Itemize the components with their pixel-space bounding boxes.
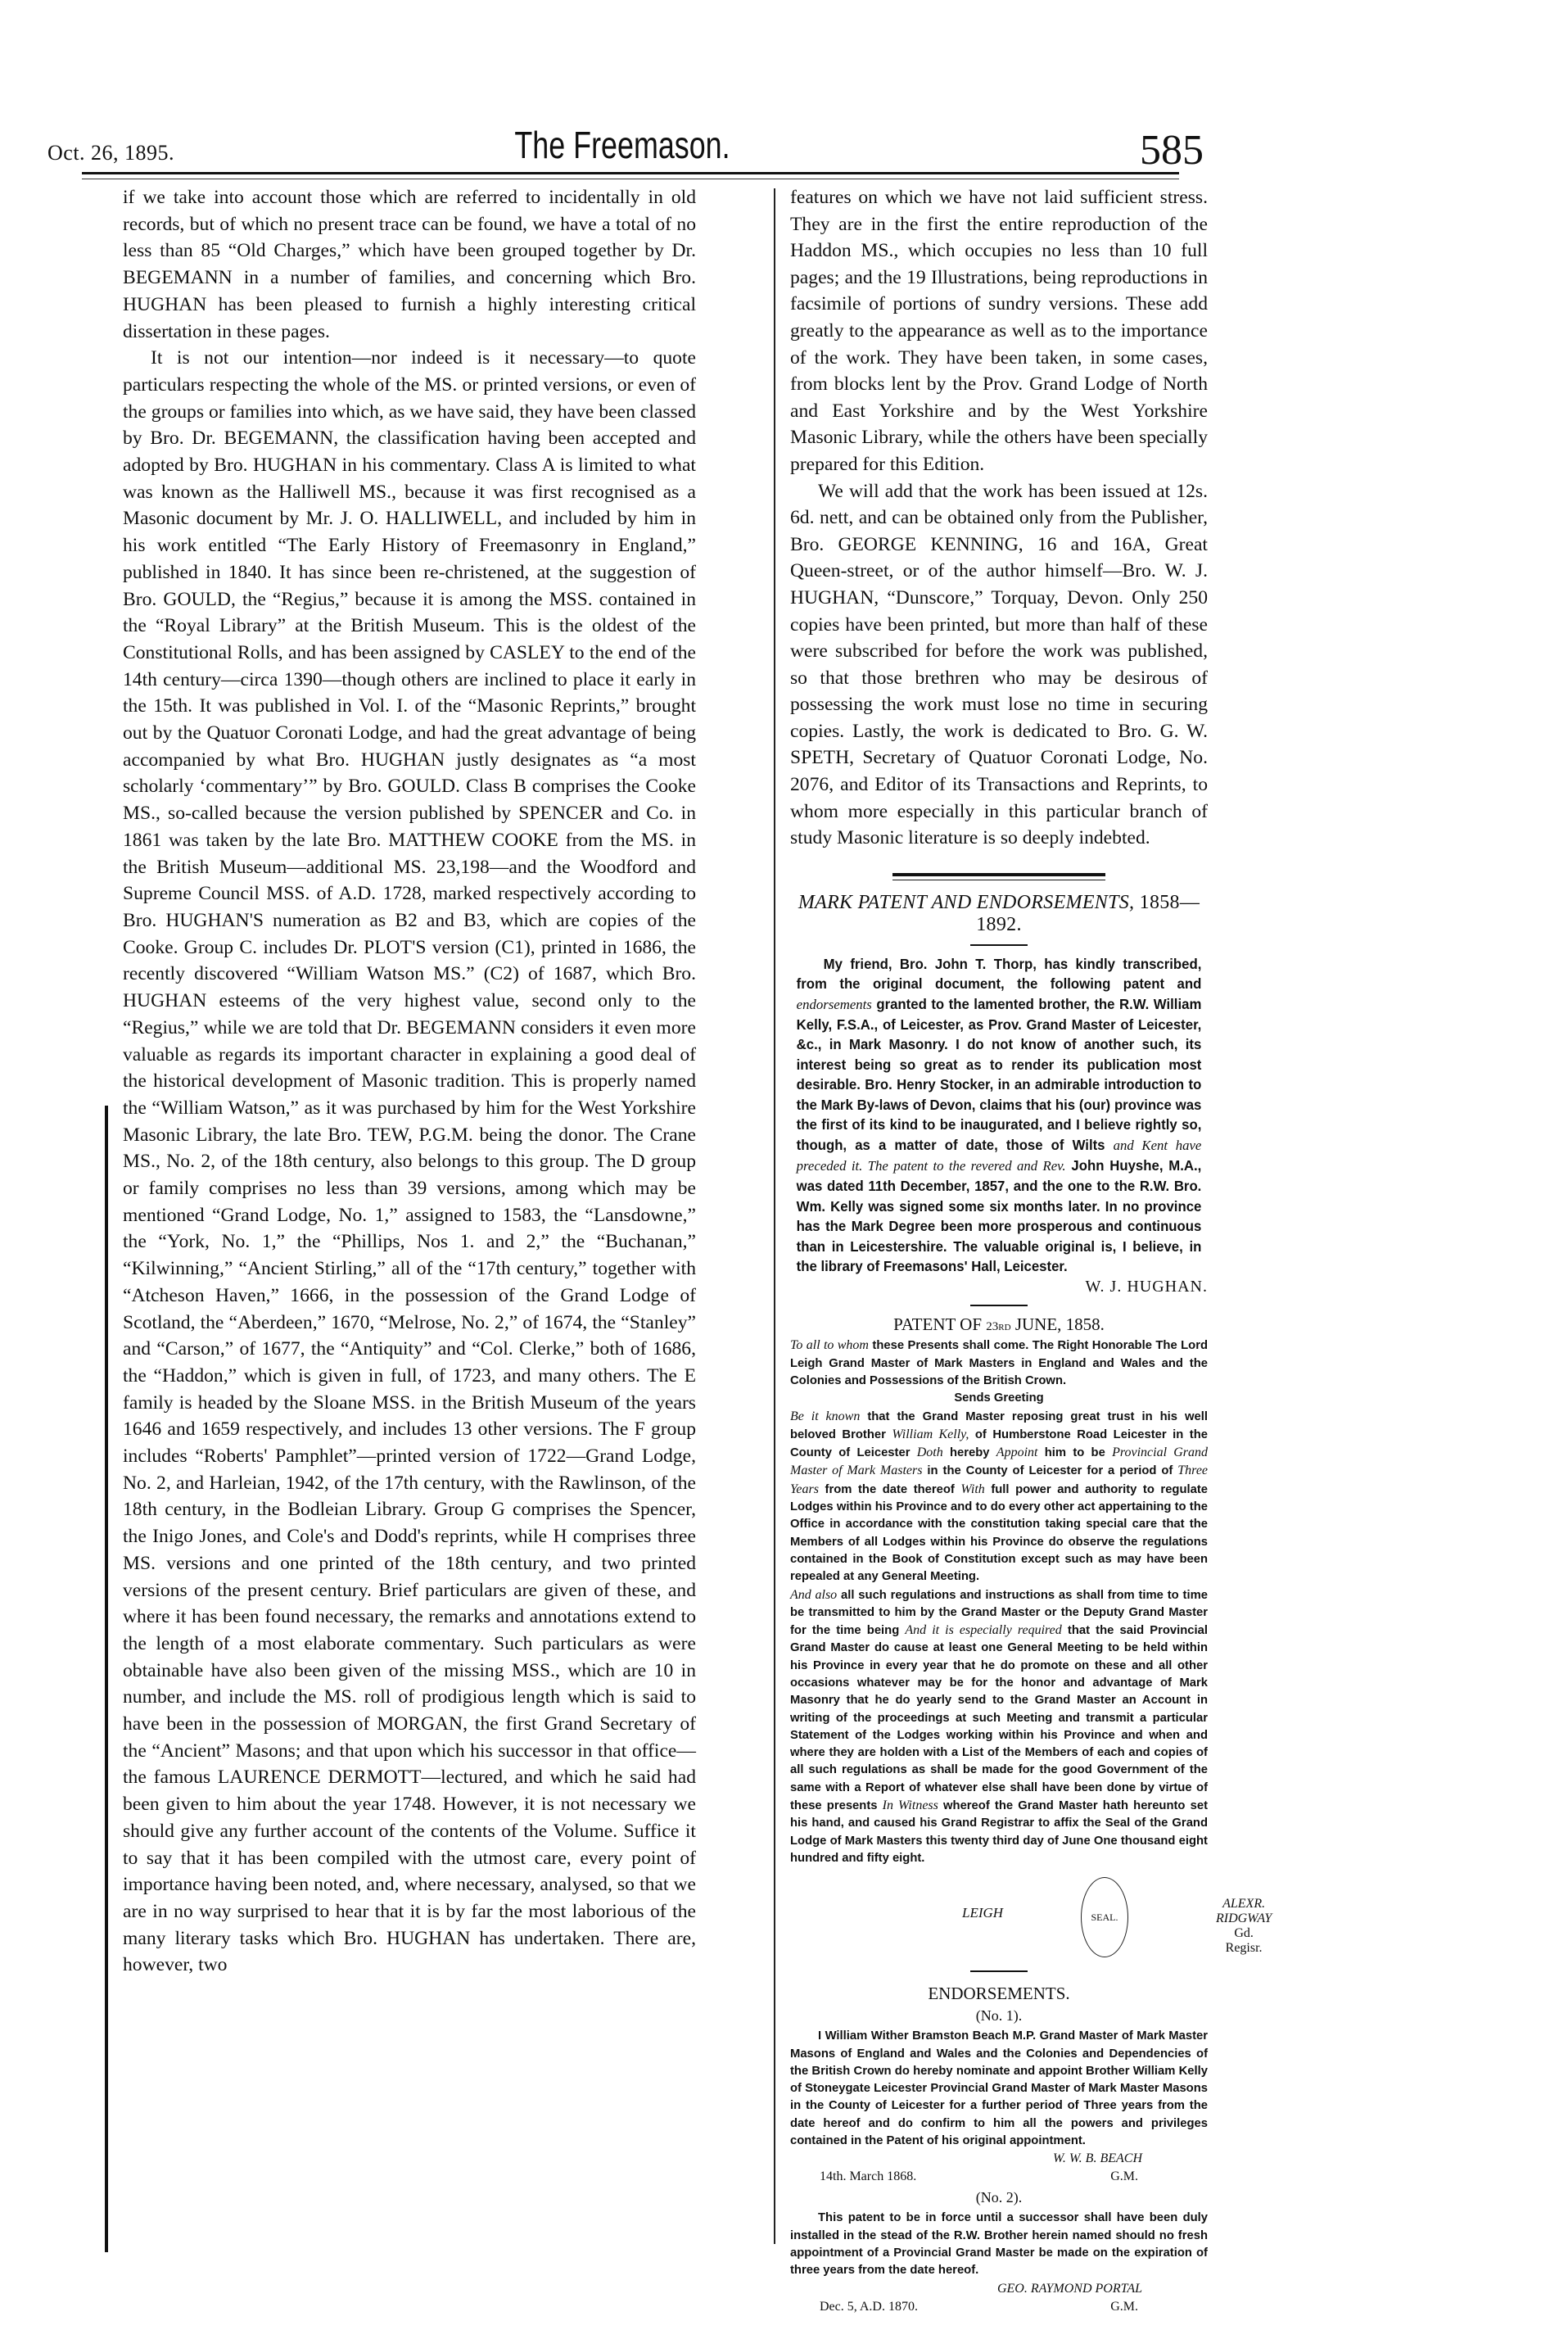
masthead	[41, 115, 1204, 172]
patent-text: that the said Provincial Grand Master do cause at least one General Meeting to be held within his Province in every year that he do promote on these and all other occasions whatever may be for the honor and advantage of Mark Masonry that he do yearly send to the Grand Master an Account in writing of the proceedings at such Meeting and transmit a particular Statement of the Lodges working within his Province and when and where they are holden with a List of the Members of each and copies of all such regulations as shall be made for the good Government of the same with a Report of whatever else shall have been done by virtue of these presents	[790, 1624, 1208, 1813]
section-divider	[892, 873, 1105, 880]
endorsement-text: I William Wither Bramston Beach M.P. Grand Master of Mark Master Masons of England and Wales and the Colonies and Dependencies of the British Crown do hereby nominate and appoint Brother William Kelly of Stoneygate Leicester Provincial Grand Master of Mark Master Masons in the County of Leicester for a further period of Three years from the date hereof and do confirm to him all the powers and privileges contained in the Patent of his original appointment.	[790, 2029, 1208, 2148]
letter-text: My friend, Bro. John T. Thorp, has kindly transcribed, from the original document, the following patent and	[796, 955, 1202, 993]
italic-phrase: Be it known	[790, 1409, 861, 1423]
endorsement-date: Dec. 5, A.D. 1870.	[820, 2299, 918, 2314]
article-title-years: 1858—1892.	[976, 891, 1200, 935]
paragraph: It is not our intention—nor indeed is it necessary—to quote particulars respecting the whole of the MS. or printed versions, or even of the groups or families into which, as we have said, they have been classed by Bro. Dr. BEGEMANN, the classification having been accepted and adopted by Bro. HUGHAN in his commentary. Class A is limited to what was known as the Halliwell MS., because it was first recognised as a Masonic document by Mr. J. O. HALLIWELL, and included by him in his work entitled “The Early History of Freemasonry in England,” published in 1840. It has since been re-christened, at the suggestion of Bro. GOULD, the “Regius,” because it is among the MSS. contained in the “Royal Library” at the British Museum. This is the oldest of the Constitutional Rolls, and has been assigned by CASLEY to the end of the 14th century—circa 1390—though others are inclined to place it early in the 15th. It was published in Vol. I. of the “Masonic Reprints,” brought out by the Quatuor Coronati Lodge, and had the great advantage of being accompanied by what Bro. HUGHAN justly designates as “a most scholarly ‘commentary’” by Bro. GOULD. Class B comprises the Cooke MS., so-called because the version published by SPENCER and Co. in 1861 was taken by the late Bro. MATTHEW COOKE from the MS. in the British Museum—additional MS. 23,198—and the Woodford and Supreme Council MSS. of A.D. 1728, marked respectively according to Bro. HUGHAN'S numeration as B2 and B3, which are copies of the Cooke. Group C. includes Dr. PLOT'S version (C1), printed in 1686, the recently discovered “William Watson MS.” (C2) of 1687, which Bro. HUGHAN esteems of the very highest value, second only to the “Regius,” while we are told that Dr. BEGEMANN considers it even more valuable as regards its important character in explaining a good deal of the historical development of Masonic tradition. This is properly named the “William Watson,” as it was purchased by him for the West Yorkshire Masonic Library, the late Bro. TEW, P.G.M. being the donor. The Crane MS., No. 2, of the 18th century, also belongs to this group. The D group or family comprises no less than 39 versions, among which may be mentioned “Grand Lodge, No. 1,” assigned to 1583, the “Lansdowne,” the “York, No. 1,” the “Phillips, Nos 1. and 2,” the “Buchanan,” “Kilwinning,” “Ancient Stirling,” all of the “17th century,” together with “Atcheson Haven,” 1666, in the possession of the Grand Lodge of Scotland, the “Aberdeen,” 1670, “Melrose, No. 2,” of 1674, the “Stanley” and “Carson,” of 1677, the “Antiquity” and “Col. Clerke,” both of 1686, the “Haddon,” which is given in full, of 1723, and many others. The E family is headed by the Sloane MSS. in the British Museum of the years 1646 and 1659 respectively, and includes 13 other versions. The F group includes “Roberts' Pamphlet”—printed version of 1722—Grand Lodge, No. 2, and Harleian, 1942, of the 17th century, with the Rawlinson, of the 18th century, in the Bodleian Library. Group G comprises the Spencer, the Inigo Jones, and Cole's and Dodd's reprints, while H comprises three MS. versions and one printed of the 18th century, and two printed versions of the present century. Brief particulars are given of these, and where it has been found necessary, the remarks and annotations extend to the length of a most elaborate commentary. Such particulars as were obtainable have also been given of the missing MSS., which are 10 in number, and include the MS. roll of prodigious length which is said to have been in the possession of MORGAN, the first Grand Secretary of the “Ancient” Masons; and that upon which his successor in that office—the famous LAURENCE DERMOTT—lectured, and which he said had been given to him about the year 1748. However, it is not necessary we should give any further account of the contents of the Volume. Suffice it to say that it has been compiled with the utmost care, every point of importance having been noted, and, where necessary, analysed, so that we are in no way surprised to hear that it is by far the most laborious of the many literary tasks which Bro. HUGHAN has undertaken. There are, however, two	[123, 347, 696, 1976]
endorsement-title: G.M.	[1110, 2169, 1138, 2184]
seal-label: SEAL.	[1091, 1911, 1118, 1923]
paragraph: features on which we have not laid sufficient stress. They are in the first the entire reproduction of the Haddon MS., which occupies no less than 10 full pages; and the 19 Illustrations, being reproductions in facsimile of portions of sundry versions. These add greatly to the appearance as well as to the importance of the work. They have been taken, in some cases, from blocks lent by the Prov. Grand Lodge of North and East Yorkshire and by the West Yorkshire Masonic Library, while the others have been specially prepared for this Edition.	[790, 187, 1208, 475]
article-title-text: MARK PATENT AND ENDORSEMENTS,	[798, 891, 1135, 913]
endorsement-date: 14th. March 1868.	[820, 2169, 917, 2184]
page-edge-shadow	[105, 1106, 108, 2252]
registrar-name: ALEXR. RIDGWAY	[1216, 1897, 1272, 1926]
letter-italic: endorsements	[796, 996, 872, 1012]
patent-heading-text: JUNE, 1858.	[1010, 1314, 1105, 1335]
endorsement-signature	[790, 2280, 1208, 2316]
letter-italic: and Kent have preceded it. The patent to the revered and Rev.	[796, 1137, 1202, 1174]
column-divider	[774, 188, 775, 2244]
page-number: 585	[1140, 127, 1204, 174]
seal-icon	[1081, 1877, 1128, 1957]
patent-text: full power and authority to regulate Lodges within his Province and to do every other act appertaining to the Office in accordance with the constitution taking special care that the Members of all Lodges within his Province do observe the regulations contained in the Book of Constitution except such as may have been repealed at any General Meeting.	[790, 1482, 1208, 1584]
paragraph: if we take into account those which are referred to incidentally in old records, but of which no present trace can be found, we have a total of no less than 85 “Old Charges,” which have been grouped together by Dr. BEGEMANN in a number of families, and concerning which Bro. HUGHAN has been pleased to furnish a highly interesting critical dissertation in these pages.	[123, 187, 696, 342]
italic-phrase: In Witness	[882, 1798, 938, 1813]
patent-text: from the date thereof	[818, 1482, 961, 1496]
registrar-title: Gd. Regisr.	[1225, 1926, 1263, 1956]
italic-phrase: And it is especially required	[905, 1623, 1062, 1638]
issue-date: Oct. 26, 1895.	[47, 141, 175, 165]
title-rule	[970, 944, 1028, 946]
patent-text: all such regulations and instructions as shall from time to time be transmitted to him by the Grand Master or the Deputy Grand Master for the time being	[790, 1588, 1208, 1638]
paragraph: We will add that the work has been issued at 12s. 6d. nett, and can be obtained only from the Publisher, Bro. GEORGE KENNING, 16 and 16A, Great Queen-street, or of the author himself—Bro. W. J. HUGHAN, “Dunscore,” Torquay, Devon. Only 250 copies have been printed, but more than half of these were subscribed for before the work was published, so that those brethren who may be desirous of possessing the work must lose no time in securing copies. Lastly, the work is dedicated to Bro. G. W. SPETH, Secretary of Quatuor Coronati Lodge, No. 2076, and Editor of its Transactions and Reprints, to whom more especially in this particular branch of study Masonic literature is so deeply indebted.	[790, 480, 1208, 849]
italic-phrase: Appoint	[996, 1445, 1038, 1460]
patent-greeting: Sends Greeting	[954, 1391, 1044, 1405]
patent-body	[790, 1408, 1208, 1586]
italic-phrase: To all to whom	[790, 1338, 869, 1353]
patent-text: these Presents shall come. The Right Honorable The Lord Leigh Grand Master of Mark Masters in England and Wales and the Colonies and Possessions of the British Crown.	[790, 1339, 1208, 1387]
masthead-rule	[82, 172, 1179, 174]
endorsement-text: This patent to be in force until a successor shall have been duly installed in the stead of the R.W. Brother herein named should no fresh appointment of a Provincial Grand Master be made on the expiration of three years from the date hereof.	[790, 2211, 1208, 2278]
patent-body	[790, 1586, 1208, 1868]
italic-phrase: Provincial Grand Master of Mark Masters	[790, 1445, 1208, 1478]
patent-heading-day: 23rd	[986, 1320, 1011, 1334]
patent-intro	[790, 1337, 1208, 1390]
signer-leigh: LEIGH	[962, 1905, 1004, 1921]
right-column	[790, 184, 1272, 2316]
endorsement-title: G.M.	[1110, 2299, 1138, 2314]
patent-heading	[790, 1314, 1208, 1335]
endorsement-signer: GEO. RAYMOND PORTAL	[996, 2281, 1142, 2296]
endorsement-signature	[790, 2150, 1208, 2186]
patent-text: him to be	[1037, 1446, 1113, 1460]
letter-text: granted to the lamented brother, the R.W. William Kelly, F.S.A., of Leicester, as Prov. Grand Master of Leicester, &c., in Mark Masonry. I do not know of another such, its interest being so great as to render its publication most desirable. Bro. Henry Stocker, in an admirable introduction to the Mark By-laws of Devon, claims that his (our) province was the first of its kind to be inaugurated, and I believe rightly so, though, as a matter of date, those of Wilts	[796, 995, 1202, 1153]
endorsement-label: (No. 2).	[975, 2189, 1023, 2206]
newspaper-title: The Freemason.	[514, 124, 730, 166]
patent-text: hereby	[942, 1446, 996, 1460]
italic-phrase: With	[960, 1482, 985, 1496]
endorsements-heading: ENDORSEMENTS.	[928, 1984, 1070, 2004]
seal-rule	[970, 1970, 1028, 1972]
patent-text: in the County of Leicester for a period of	[922, 1464, 1178, 1478]
patent-text: whereof the Grand Master hath hereunto set his hand, and caused his Grand Registrar to affix the Seal of the Grand Lodge of Mark Masters this twenty third day of June One thousand eight hundred and fifty eight.	[790, 1799, 1208, 1865]
italic-phrase: Doth	[916, 1445, 943, 1460]
patent-text: of Humberstone Road Leicester in the County of Leicester	[790, 1427, 1208, 1460]
italic-phrase: William Kelly,	[892, 1427, 969, 1441]
endorsement-label: (No. 1).	[975, 2007, 1023, 2025]
signer-registrar	[1216, 1897, 1272, 1956]
italic-phrase: Three Years	[790, 1464, 1209, 1496]
patent-heading-text: PATENT OF	[893, 1314, 987, 1335]
patent-text: that the Grand Master reposing great trust in his well beloved Brother	[790, 1409, 1208, 1441]
left-column	[123, 184, 696, 1979]
signature-rule	[970, 1305, 1028, 1306]
signature-block	[790, 1872, 1272, 1962]
italic-phrase: And also	[790, 1587, 838, 1602]
letter-signature: W. J. HUGHAN.	[1085, 1278, 1208, 1296]
endorsement-signer: W. W. B. BEACH	[1052, 2151, 1142, 2166]
letter-text: John Huyshe, M.A., was dated 11th December, 1857, and the one to the R.W. Bro. Wm. Kelly was signed some six months later. In no province has the Mark Degree been more prosperous and continuous than in Leicestershire. The valuable original is, I believe, in the library of Freemasons' Hall, Leicester.	[796, 1156, 1202, 1274]
intro-letter	[797, 954, 1202, 1277]
article-title	[790, 892, 1208, 936]
